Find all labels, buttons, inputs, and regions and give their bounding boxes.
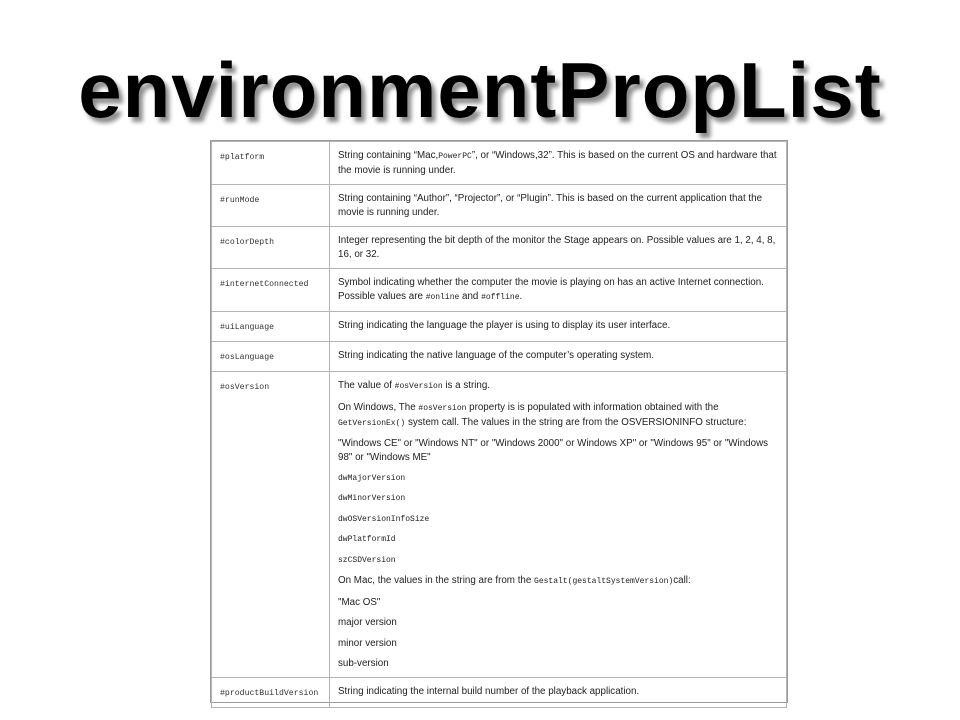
- table-row: [212, 372, 787, 678]
- property-description: String indicating the language the player is using to display its user interface.: [330, 312, 787, 342]
- field-name: dwOSVersionInfoSize: [338, 514, 430, 524]
- description-text: call:: [673, 575, 691, 586]
- paragraph: [338, 379, 778, 394]
- description-text: The value of: [338, 380, 395, 391]
- code-text: GetVersionEx(): [338, 418, 406, 428]
- description-text: On Windows, The: [338, 401, 419, 413]
- description-text: Symbol indicating whether the computer the movie is playing on has an active Internet connection. Possible values are: [338, 277, 764, 302]
- table-row: [212, 227, 787, 269]
- code-text: #offline: [481, 293, 520, 302]
- property-description: String containing “Author”, “Projector”, or “Plugin”. This is based on the current application that the movie is running under.: [330, 185, 787, 227]
- field-name: szCSDVersion: [338, 555, 396, 565]
- property-description: [330, 372, 787, 678]
- paragraph: [338, 401, 778, 431]
- description-text: and: [459, 291, 482, 302]
- property-description: String indicating the native language of the computer’s operating system.: [330, 342, 787, 372]
- mac-value: sub-version: [338, 658, 389, 669]
- property-key: #colorDepth: [212, 227, 330, 269]
- property-key: #uiLanguage: [212, 312, 330, 342]
- table-row: [212, 342, 787, 372]
- description-text: system call. The values in the string are from the OSVERSIONINFO structure:: [405, 416, 747, 428]
- table-row: [212, 312, 787, 342]
- code-text: PowerPC: [438, 152, 472, 161]
- property-description: [330, 142, 787, 185]
- mac-value: major version: [338, 617, 397, 628]
- property-description: Integer representing the bit depth of the monitor the Stage appears on. Possible values are 1, 2, 4, 8, 16, or 32.: [330, 227, 787, 269]
- property-key: #osVersion: [212, 372, 330, 678]
- description-text: is a string.: [442, 380, 491, 391]
- code-text: #osVersion: [418, 403, 467, 413]
- property-table: [211, 141, 787, 708]
- table-row: [212, 142, 787, 185]
- description-text: .: [519, 291, 523, 302]
- field-name: dwPlatformId: [338, 535, 396, 544]
- description-text: ”. This is based on the current OS and hardware that the movie is running under.: [338, 150, 777, 176]
- code-text: Gestalt(gestaltSystemVersion): [534, 577, 674, 586]
- property-key: #internetConnected: [212, 269, 330, 312]
- property-key: #osLanguage: [212, 342, 330, 372]
- slide-title: environmentPropList: [78, 46, 882, 134]
- code-text: #osVersion: [394, 382, 443, 391]
- property-description: String indicating the internal build number of the playback application.: [330, 678, 787, 708]
- description-text: On Mac, the values in the string are from the: [338, 575, 535, 586]
- table-row: [212, 185, 787, 227]
- description-text: String containing “Mac,: [338, 150, 439, 161]
- description-text: property is is populated with information obtained with the: [466, 401, 719, 413]
- mac-value: "Mac OS": [338, 596, 381, 608]
- field-name: dwMinorVersion: [338, 494, 406, 503]
- property-description: [330, 269, 787, 312]
- paragraph: "Windows CE" or "Windows NT" or "Windows 2000" or Windows XP" or "Windows 95" or "Windows 98" or "Windows ME": [338, 438, 769, 463]
- code-text: #online: [425, 293, 460, 302]
- property-key: #productBuildVersion: [212, 678, 330, 708]
- property-key: #runMode: [212, 185, 330, 227]
- table-row: [212, 678, 787, 708]
- description-text: ”, or “Windows,32: [471, 150, 549, 161]
- paragraph: [338, 574, 778, 589]
- property-table-image: [210, 140, 788, 703]
- mac-value: minor version: [338, 637, 397, 649]
- field-name: dwMajorVersion: [338, 473, 406, 483]
- table-row: [212, 269, 787, 312]
- property-key: #platform: [212, 142, 330, 185]
